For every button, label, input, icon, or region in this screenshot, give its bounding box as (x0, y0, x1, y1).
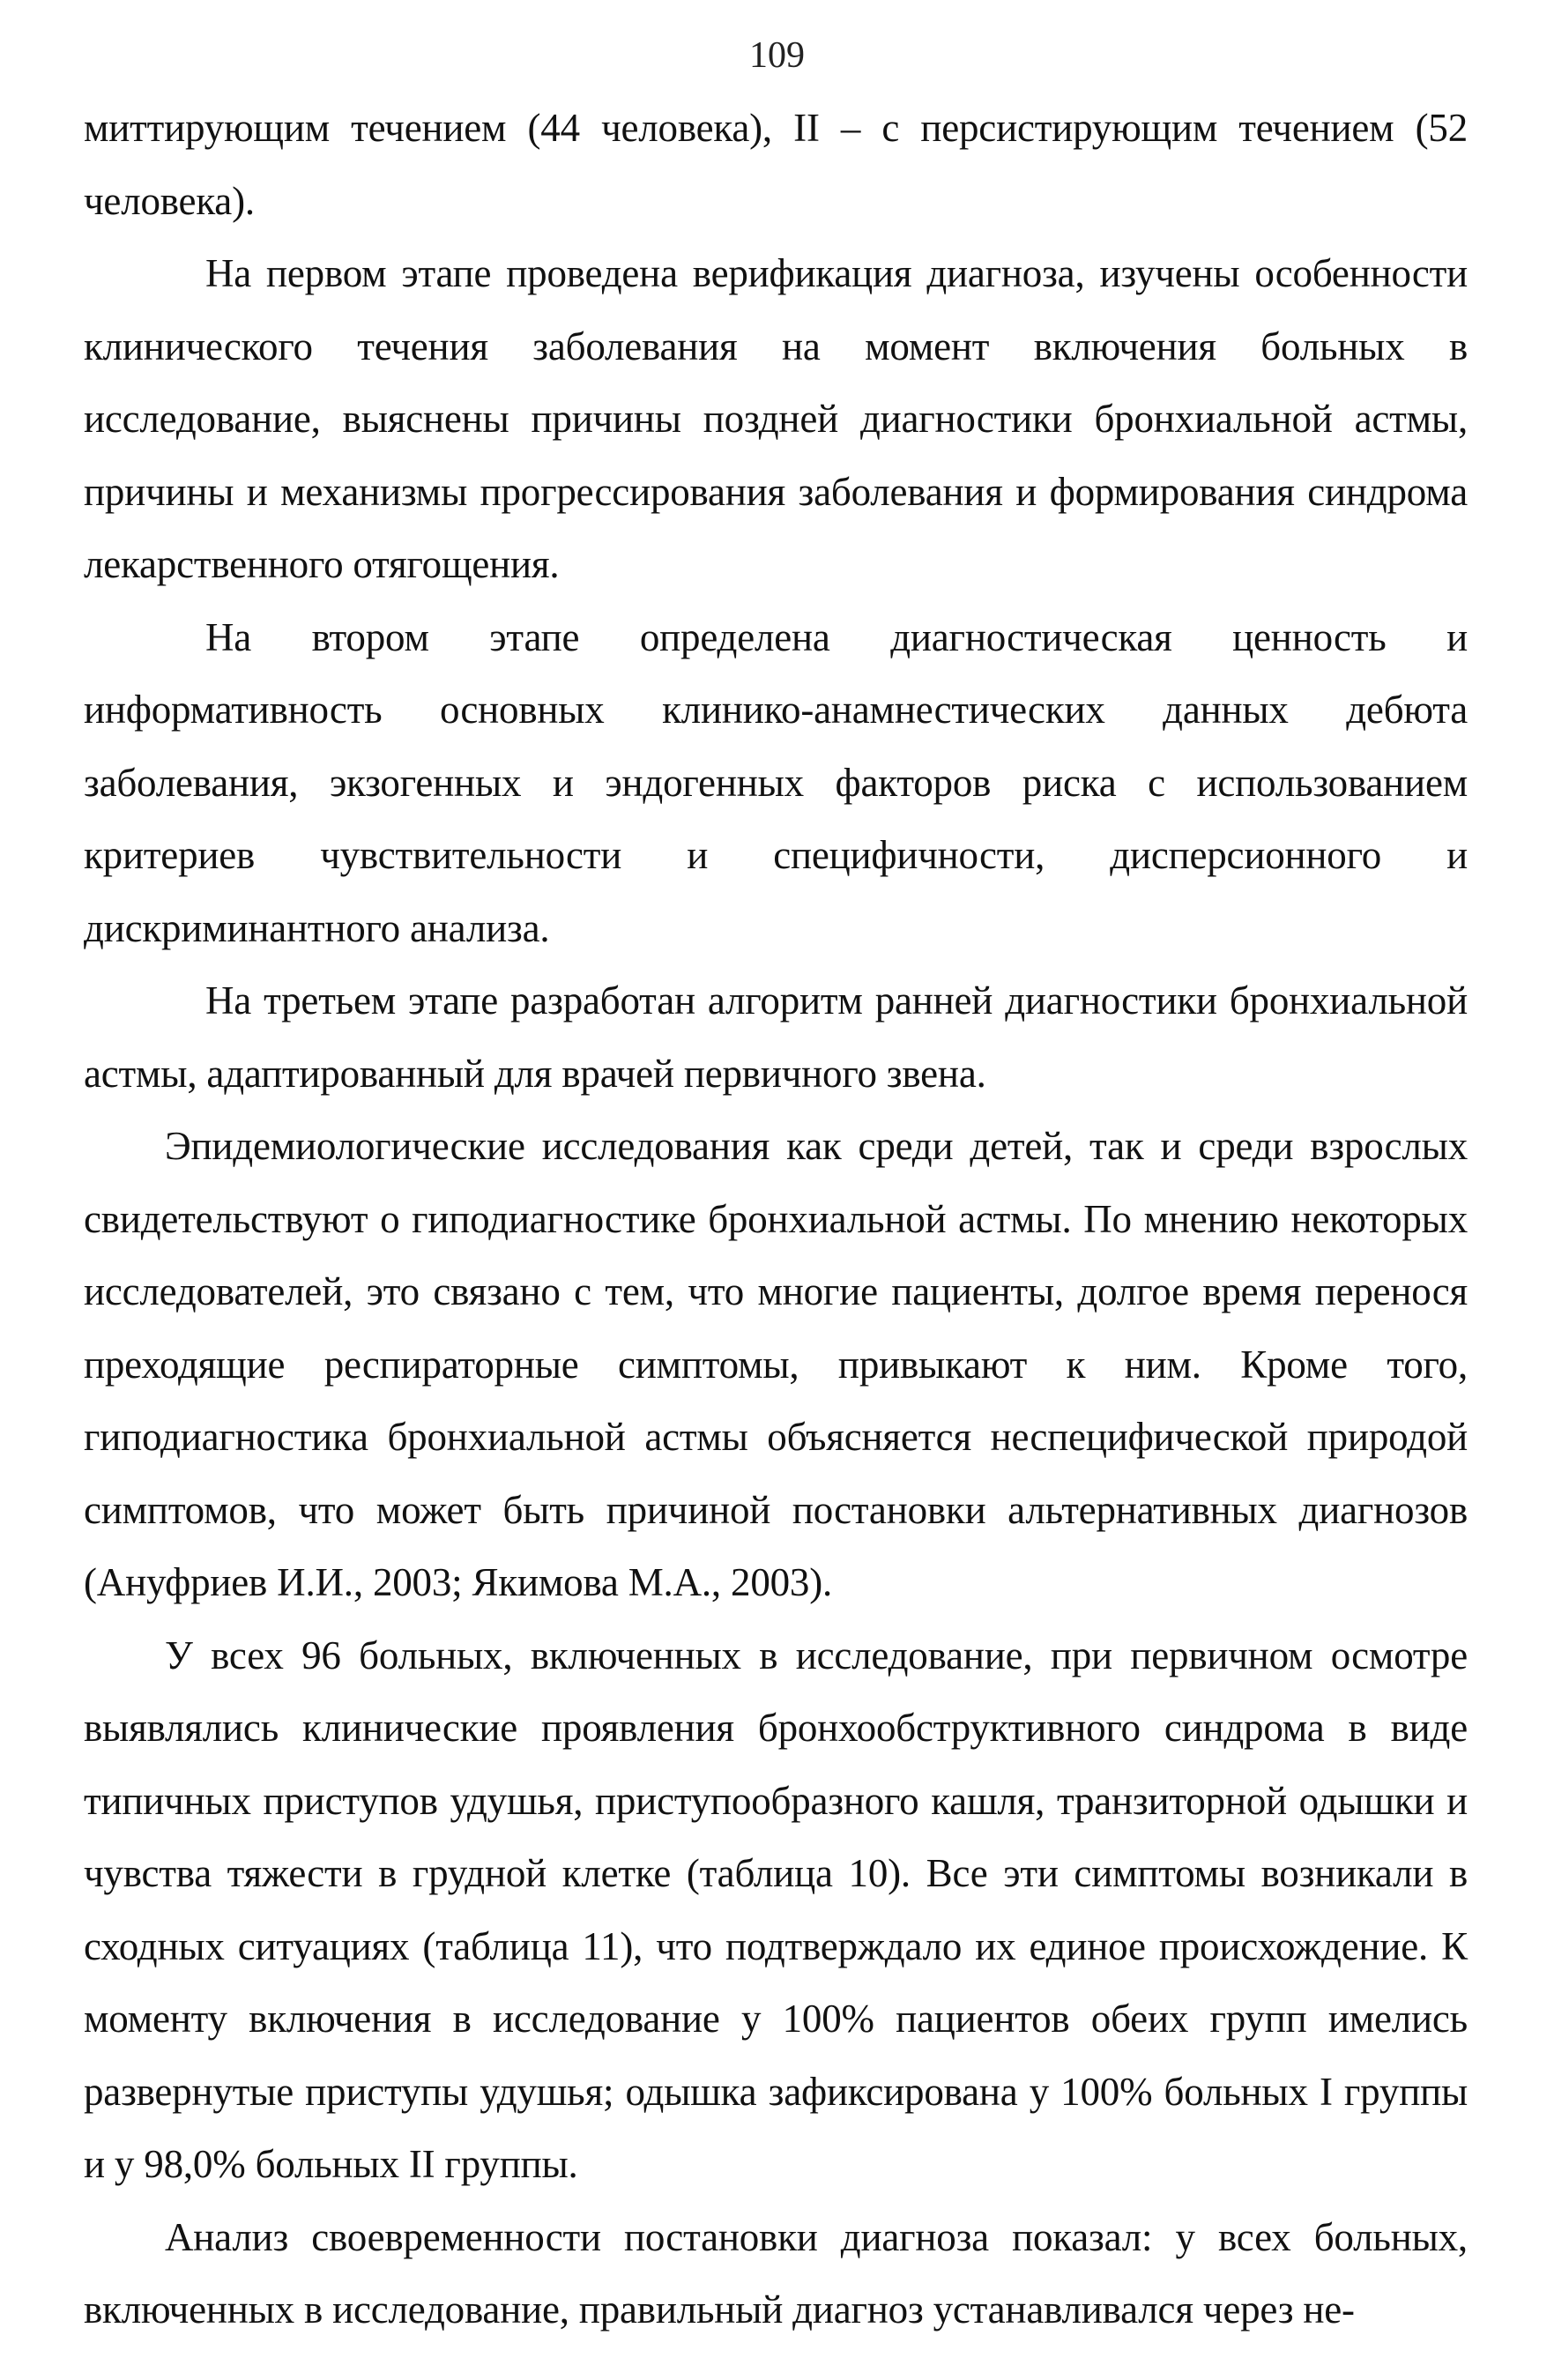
paragraph-stage-three: На третьем этапе разработан алгоритм ранней диагностики бронхиальной астмы, адаптированный для врачей первичного звена. (84, 978, 1468, 1096)
paragraph-patients: У всех 96 больных, включенных в исследование, при первичном осмотре выявлялись клинические проявления бронхообструктивного синдрома в виде типичных приступов удушья, приступообразного кашля, транзиторной одышки и чувства тяжести в грудной клетке (таблица 10). Все эти симптомы возникали в сходных ситуациях (таблица 11), что подтверждало их единое происхождение. К моменту включения в исследование у 100% пациентов обеих групп имелись развернутые приступы удушья; одышка зафиксирована у 100% больных I группы и у 98,0% больных II группы. (84, 1633, 1468, 2186)
paragraph-epidemiology: Эпидемиологические исследования как среди детей, так и среди взрослых свидетельствуют о гиподиагностике бронхиальной астмы. По мнению некоторых исследователей, это связано с тем, что многие пациенты, долгое время перенося преходящие респираторные симптомы, привыкают к ним. Кроме того, гиподиагностика бронхиальной астмы объясняется неспецифической природой симптомов, что может быть причиной постановки альтернативных диагнозов (Ануфриев И.И., 2003; Якимова М.А., 2003). (84, 1124, 1468, 1604)
body-text (84, 92, 1468, 2347)
paragraph-stage-two: На втором этапе определена диагностическая ценность и информативность основных клинико-анамнестических данных дебюта заболевания, экзогенных и эндогенных факторов риска с использованием критериев чувствительности и специфичности, дисперсионного и дискриминантного анализа. (84, 614, 1468, 950)
paragraph-stage-one: На первом этапе проведена верификация диагноза, изучены особенности клинического течения заболевания на момент включения больных в исследование, выяснены причины поздней диагностики бронхиальной астмы, причины и механизмы прогрессирования заболевания и формирования синдрома лекарственного отягощения. (84, 251, 1468, 586)
paragraph-analysis: Анализ своевременности постановки диагноза показал: у всех больных, включенных в исследование, правильный диагноз устанавливался через не- (84, 2214, 1468, 2332)
paragraph-continuation: миттирующим течением (44 человека), II – с персистирующим течением (52 человека). (84, 106, 1468, 223)
page-number: 109 (749, 35, 805, 76)
